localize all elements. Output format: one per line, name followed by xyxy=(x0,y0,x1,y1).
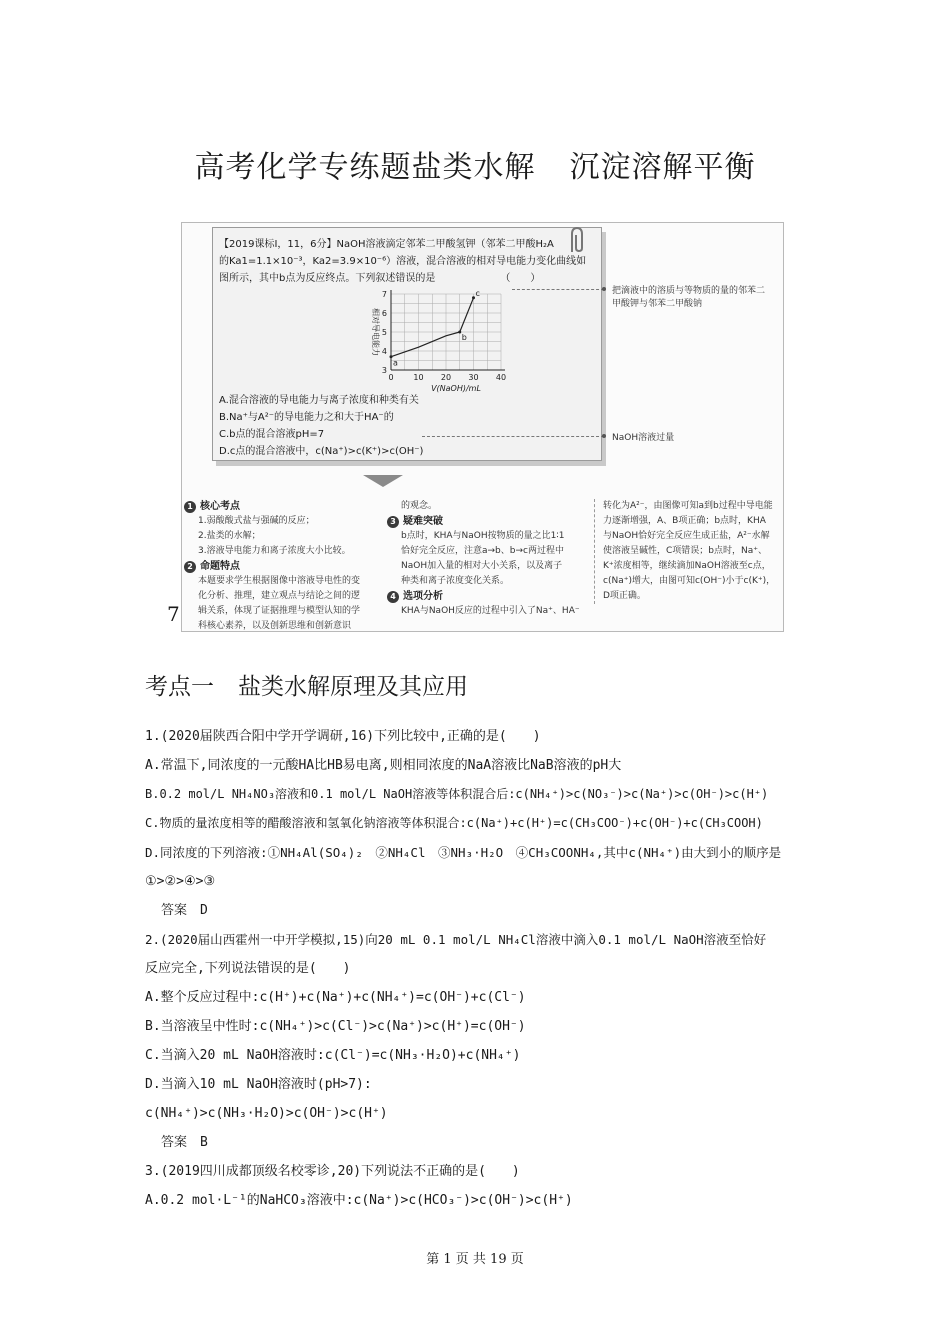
y-tick-label: 5 xyxy=(381,328,387,337)
heading-core: 1 核心考点 xyxy=(184,499,380,514)
feature-line: 本题要求学生根据图像中溶液导电性的变 xyxy=(198,576,361,586)
option-a: A.混合溶液的导电能力与离子浓度和种类有关 xyxy=(219,395,419,406)
point-label-b: b xyxy=(461,333,467,342)
page-marker: 7 xyxy=(167,602,180,626)
y-tick-label: 3 xyxy=(381,366,387,375)
y-tick-label: 7 xyxy=(381,290,387,299)
point-label-c: c xyxy=(475,288,480,298)
core-item: 3.溶液导电能力和离子浓度大小比较。 xyxy=(198,546,351,556)
q1-option-c: C.物质的量浓度相等的醋酸溶液和氢氧化钠溶液等体积混合:c(Na⁺)+c(H⁺)=c(CH₃COO⁻)+c(OH⁻)+c(CH₃COOH) xyxy=(145,816,763,830)
y-tick-label: 6 xyxy=(381,309,387,318)
question-line: 【2019课标Ⅰ，11，6分】NaOH溶液滴定邻苯二甲酸氢钾（邻苯二甲酸H₂A xyxy=(219,239,554,250)
heading-difficulty: 3 疑难突破 xyxy=(387,514,583,529)
x-axis-label: V(NaOH)/mL xyxy=(431,384,481,393)
x-tick-label: 40 xyxy=(495,373,507,382)
difficulty-line: 恰好完全反应，注意a→b、b→c两过程中 xyxy=(401,546,564,556)
section-heading xyxy=(145,668,468,701)
heading-text: 命题特点 xyxy=(200,561,240,572)
conductivity-chart xyxy=(363,288,513,396)
feature-line: 辑关系，体现了证据推理与模型认知的学 xyxy=(198,606,361,616)
core-items xyxy=(184,514,380,559)
core-item: 2.盐类的水解； xyxy=(198,531,261,541)
exam-figure xyxy=(181,222,784,632)
analysis-column-1 xyxy=(184,499,380,632)
core-item: 1.弱酸酸式盐与强碱的反应； xyxy=(198,516,315,526)
document-title xyxy=(0,142,950,186)
difficulty-line: b点时，KHA与NaOH按物质的量之比1∶1 xyxy=(401,531,565,541)
feature-line: 化分析、推理，建立观点与结论之间的逻 xyxy=(198,591,361,601)
title-part2: 沉淀溶解平衡 xyxy=(569,150,756,185)
options-list xyxy=(219,392,423,460)
annotation-note-1 xyxy=(612,283,765,309)
arrow-down-icon xyxy=(363,475,403,487)
chart-svg xyxy=(363,288,513,396)
question-line: 的Ka1=1.1×10⁻³，Ka2=3.9×10⁻⁶）溶液，混合溶液的相对导电能力变化曲线如 xyxy=(219,256,587,267)
analysis-line: c(Na⁺)增大，由图可知c(OH⁻)小于c(K⁺)， xyxy=(603,576,776,586)
feature-line: 科核心素养，以及创新思维和创新意识 xyxy=(198,621,352,631)
difficulty-line: 种类和离子浓度变化关系。 xyxy=(401,576,510,586)
y-tick-label: 4 xyxy=(381,347,387,356)
analysis-line: K⁺浓度相等，继续滴加NaOH溶液至c点， xyxy=(603,561,771,571)
page-footer: 第 1 页 共 19 页 xyxy=(426,1252,524,1267)
q1-option-a: A.常温下,同浓度的一元酸HA比HB易电离,则相同浓度的NaA溶液比NaB溶液的pH大 xyxy=(145,758,622,773)
q3-option-a: A.0.2 mol·L⁻¹的NaHCO₃溶液中:c(Na⁺)>c(HCO₃⁻)>c(OH⁻)>c(H⁺) xyxy=(145,1193,573,1208)
heading-text: 选项分析 xyxy=(403,591,443,602)
annotation-dot xyxy=(602,434,606,438)
annotation-leader xyxy=(422,436,604,437)
analysis-line: 使溶液呈碱性，C项错误；b点时，Na⁺、 xyxy=(603,546,767,556)
point-label-a: a xyxy=(393,358,398,368)
analysis-column-3 xyxy=(594,499,784,604)
heading-text: 核心考点 xyxy=(200,501,240,512)
question-3: 3.(2019四川成都顶级名校零诊,20)下列说法不正确的是( ) xyxy=(145,1164,520,1179)
section-number: 考点一 xyxy=(145,674,214,700)
option-b: B.Na⁺与A²⁻的导电能力之和大于HA⁻的 xyxy=(219,412,394,423)
question-line: 图所示，其中b点为反应终点。下列叙述错误的是 （ ） xyxy=(219,273,541,284)
heading-text: 疑难突破 xyxy=(403,516,443,527)
x-tick-label: 10 xyxy=(413,373,424,382)
option-c: C.b点的混合溶液pH=7 xyxy=(219,429,325,440)
analysis-line: 力逐渐增强，A、B项正确；b点时，KHA xyxy=(603,516,766,526)
question-text xyxy=(219,236,594,287)
question-1: 1.(2020届陕西合阳中学开学调研,16)下列比较中,正确的是( ) xyxy=(145,729,541,744)
title-part1: 高考化学专练题盐类水解 xyxy=(194,150,536,185)
analysis-column-2 xyxy=(387,499,583,619)
question-2-cont: 反应完全,下列说法错误的是( ) xyxy=(145,961,351,976)
analysis-line: 与NaOH恰好完全反应生成正盐，A²⁻水解 xyxy=(603,531,770,541)
q2-option-c: C.当滴入20 mL NaOH溶液时:c(Cl⁻)=c(NH₃·H₂O)+c(NH₄⁺) xyxy=(145,1048,521,1063)
difficulty-text xyxy=(387,529,583,589)
options-line: KHA与NaOH反应的过程中引入了Na⁺、HA⁻ xyxy=(401,606,580,616)
annotation-note-2: NaOH溶液过量 xyxy=(612,433,675,443)
analysis-line: 转化为A²⁻，由图像可知a到b过程中导电能 xyxy=(603,501,773,511)
q1-option-b: B.0.2 mol/L NH₄NO₃溶液和0.1 mol/L NaOH溶液等体积混合后:c(NH₄⁺)>c(NO₃⁻)>c(Na⁺)>c(OH⁻)>c(H⁺) xyxy=(145,787,769,801)
heading-options: 4 选项分析 xyxy=(387,589,583,604)
q1-option-d-cont: ①>②>④>③ xyxy=(145,874,216,889)
x-tick-label: 30 xyxy=(468,373,479,382)
lead-line: 的观念。 xyxy=(401,501,438,511)
y-axis-label: 相对导电能力 xyxy=(371,308,380,356)
option-d: D.c点的混合溶液中，c(Na⁺)>c(K⁺)>c(OH⁻) xyxy=(219,446,424,457)
x-tick-label: 20 xyxy=(440,373,452,382)
question-card xyxy=(212,227,602,461)
q1-option-d: D.同浓度的下列溶液:①NH₄Al(SO₄)₂ ②NH₄Cl ③NH₃·H₂O ④CH₃COONH₄,其中c(NH₄⁺)由大到小的顺序是 xyxy=(145,845,782,860)
question-2: 2.(2020届山西霍州一中开学模拟,15)向20 mL 0.1 mol/L NH₄Cl溶液中滴入0.1 mol/L NaOH溶液至恰好 xyxy=(145,932,767,947)
q1-answer: 答案 D xyxy=(161,903,208,918)
q2-option-a: A.整个反应过程中:c(H⁺)+c(Na⁺)+c(NH₄⁺)=c(OH⁻)+c(Cl⁻) xyxy=(145,990,526,1005)
feature-text xyxy=(184,574,380,632)
q2-answer: 答案 B xyxy=(161,1135,208,1150)
annotation-dot xyxy=(602,287,606,291)
note-line: 把滴液中的溶质与等物质的量的邻苯二 xyxy=(612,286,766,296)
section-title: 盐类水解原理及其应用 xyxy=(238,674,468,700)
difficulty-line: NaOH加入量的相对大小关系，以及离子 xyxy=(401,561,563,571)
note-line: 甲酸钾与邻苯二甲酸钠 xyxy=(612,299,703,309)
heading-feature: 2 命题特点 xyxy=(184,559,380,574)
analysis-line: D项正确。 xyxy=(603,591,646,601)
q2-option-d-cont: c(NH₄⁺)>c(NH₃·H₂O)>c(OH⁻)>c(H⁺) xyxy=(145,1106,388,1121)
question-body xyxy=(145,722,815,1215)
q2-option-b: B.当溶液呈中性时:c(NH₄⁺)>c(Cl⁻)>c(Na⁺)>c(H⁺)=c(OH⁻) xyxy=(145,1019,526,1034)
annotation-leader xyxy=(512,289,604,290)
q2-option-d: D.当滴入10 mL NaOH溶液时(pH>7): xyxy=(145,1077,372,1092)
x-tick-label: 0 xyxy=(388,373,394,382)
